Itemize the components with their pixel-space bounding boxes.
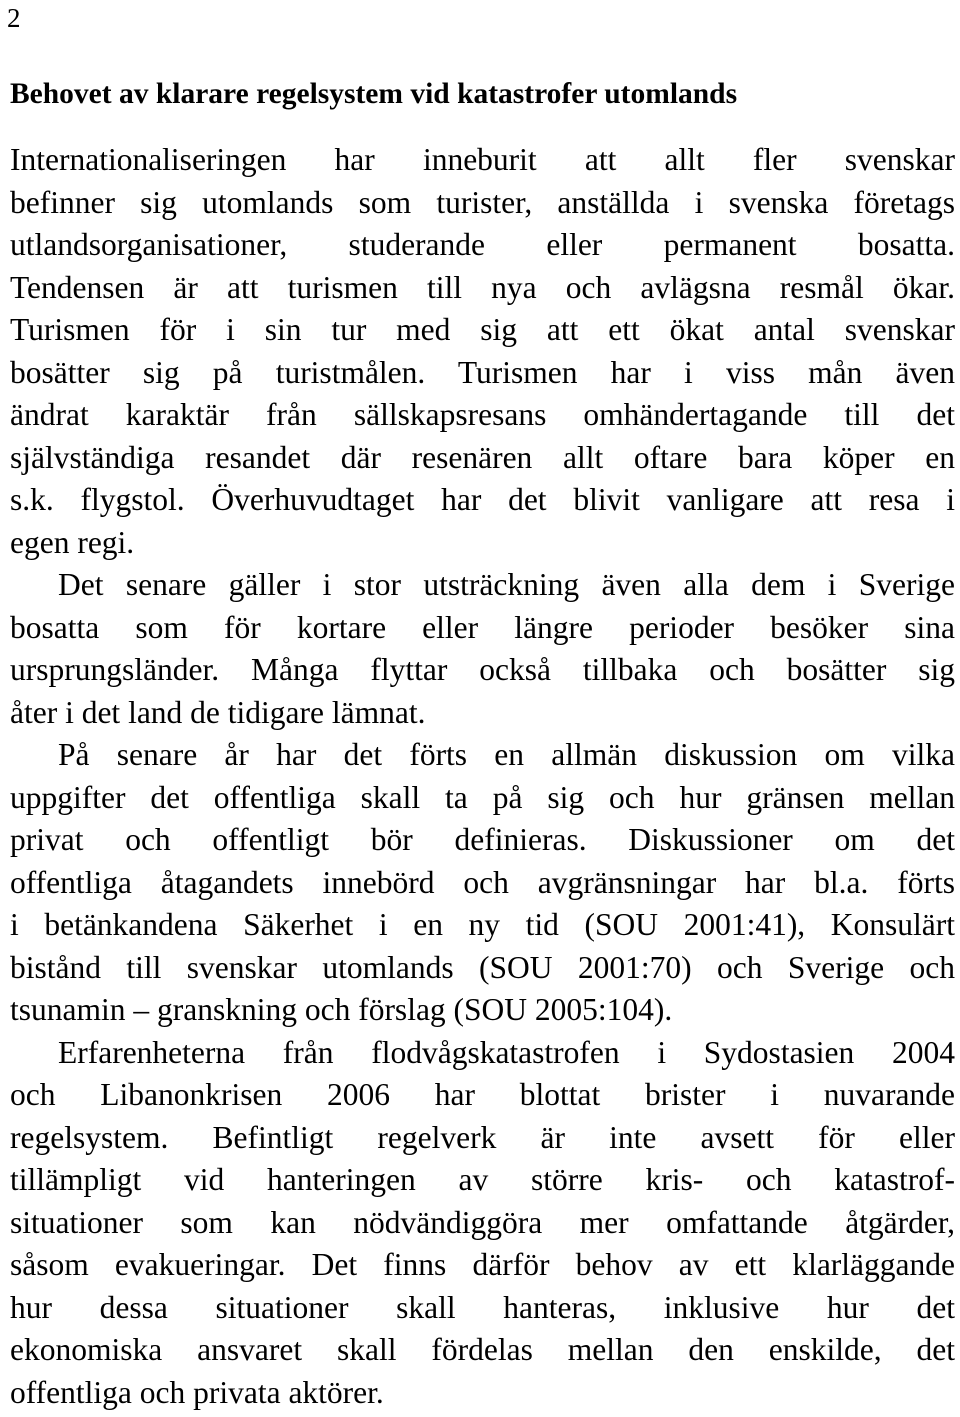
text-line: i betänkandena Säkerhet i en ny tid (SOU 2001:41), Konsulärt bbox=[10, 907, 955, 942]
text-line: regelsystem. Befintligt regelverk är inte avsett för eller bbox=[10, 1119, 955, 1155]
text-line: offentliga och privata aktörer. bbox=[10, 1374, 384, 1410]
text-line: Det senare gäller i stor utsträckning även alla dem i Sverige bbox=[58, 567, 955, 602]
text-line: bosatta som för kortare eller längre perioder besöker sina bbox=[10, 609, 955, 645]
text-line: Erfarenheterna från flodvågskatastrofen i Sydostasien 2004 bbox=[58, 1034, 955, 1070]
text-line: Tendensen är att turismen till nya och avlägsna resmål ökar. bbox=[10, 269, 955, 305]
paragraph-4 bbox=[10, 1032, 955, 1415]
text-line: Turismen för i sin tur med sig att ett ökat antal svenskar bbox=[10, 312, 955, 347]
text-line: ekonomiska ansvaret skall fördelas mellan den enskilde, det bbox=[10, 1332, 955, 1367]
text-line: På senare år har det förts en allmän diskussion om vilka bbox=[58, 737, 955, 772]
text-line: bosätter sig på turistmålen. Turismen har i viss mån även bbox=[10, 354, 955, 390]
paragraph-1 bbox=[10, 139, 955, 564]
text-line: utlandsorganisationer, studerande eller permanent bosatta. bbox=[10, 227, 955, 262]
text-line: situationer som kan nödvändiggöra mer omfattande åtgärder, bbox=[10, 1204, 955, 1240]
text-line: s.k. flygstol. Överhuvudtaget har det blivit vanligare att resa i bbox=[10, 482, 955, 517]
paragraph-3 bbox=[10, 734, 955, 1032]
text-line: självständiga resandet där resenären allt oftare bara köper en bbox=[10, 439, 955, 475]
text-line: Internationaliseringen har inneburit att allt fler svenskar bbox=[10, 142, 955, 177]
text-line: bistånd till svenskar utomlands (SOU 2001:70) och Sverige och bbox=[10, 949, 955, 985]
text-line: egen regi. bbox=[10, 524, 135, 560]
text-line: och Libanonkrisen 2006 har blottat brister i nuvarande bbox=[10, 1077, 955, 1112]
text-line: ändrat karaktär från sällskapsresans omhändertagande till det bbox=[10, 397, 955, 432]
text-line: ursprungsländer. Många flyttar också tillbaka och bosätter sig bbox=[10, 652, 955, 687]
section-heading: Behovet av klarare regelsystem vid katastrofer utomlands bbox=[10, 78, 738, 110]
text-line: åter i det land de tidigare lämnat. bbox=[10, 694, 426, 730]
body-text bbox=[10, 139, 955, 1414]
text-line: uppgifter det offentliga skall ta på sig och hur gränsen mellan bbox=[10, 779, 955, 815]
text-line: tsunamin – granskning och förslag (SOU 2005:104). bbox=[10, 992, 673, 1027]
page-number: 2 bbox=[7, 3, 21, 33]
paragraph-2 bbox=[10, 564, 955, 734]
text-line: tillämpligt vid hanteringen av större kris- och katastrof- bbox=[10, 1162, 955, 1197]
text-line: hur dessa situationer skall hanteras, inklusive hur det bbox=[10, 1289, 955, 1325]
text-line: privat och offentligt bör definieras. Diskussioner om det bbox=[10, 822, 955, 857]
text-line: befinner sig utomlands som turister, anställda i svenska företags bbox=[10, 184, 955, 220]
text-line: offentliga åtagandets innebörd och avgränsningar har bl.a. förts bbox=[10, 864, 955, 900]
text-line: såsom evakueringar. Det finns därför behov av ett klarläggande bbox=[10, 1247, 955, 1282]
